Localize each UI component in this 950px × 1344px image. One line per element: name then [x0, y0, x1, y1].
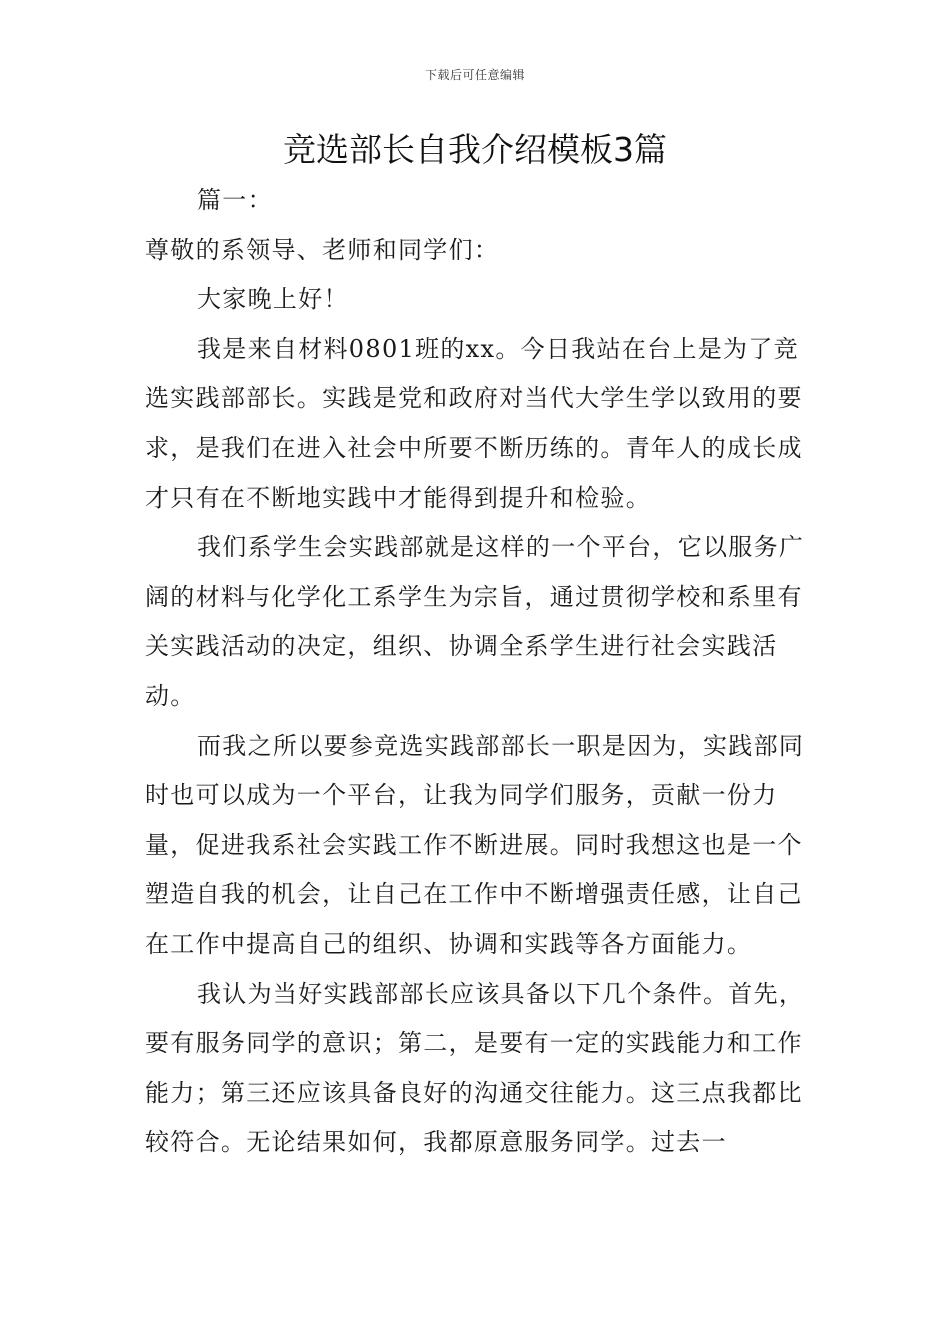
section-label: 篇一： [197, 186, 273, 214]
paragraph-3: 而我之所以要参竞选实践部部长一职是因为，实践部同时也可以成为一个平台，让我为同学们服务，贡献一份力量，促进我系社会实践工作不断进展。同时我想这也是一个塑造自我的机会，让自己在工作中不断增强责任感，让自己在工作中提高自己的组织、协调和实践等各方面能力。 [145, 731, 805, 958]
paragraph-1: 我是来自材料0801班的xx。今日我站在台上是为了竞选实践部部长。实践是党和政府对当代大学生学以致用的要求，是我们在进入社会中所要不断历练的。青年人的成长成才只有在不断地实践中才能得到提升和检验。 [145, 334, 803, 512]
paragraph-2: 我们系学生会实践部就是这样的一个平台，它以服务广阔的材料与化学化工系学生为宗旨，通过贯彻学校和系里有关实践活动的决定，组织、协调全系学生进行社会实践活动。 [145, 533, 805, 710]
salutation: 尊敬的系领导、老师和同学们： [145, 235, 500, 264]
paragraph-4: 我认为当好实践部部长应该具备以下几个条件。首先，要有服务同学的意识；第二，是要有一定的实践能力和工作能力；第三还应该具备良好的沟通交往能力。这三点我都比较符合。无论结果如何，我都原意服务同学。过去一 [145, 979, 805, 1157]
greeting: 大家晚上好！ [197, 285, 349, 314]
header-note: 下载后可任意编辑 [424, 68, 525, 82]
document-title: 竞选部长自我介绍模板3篇 [283, 130, 667, 169]
document-body [145, 176, 815, 1168]
